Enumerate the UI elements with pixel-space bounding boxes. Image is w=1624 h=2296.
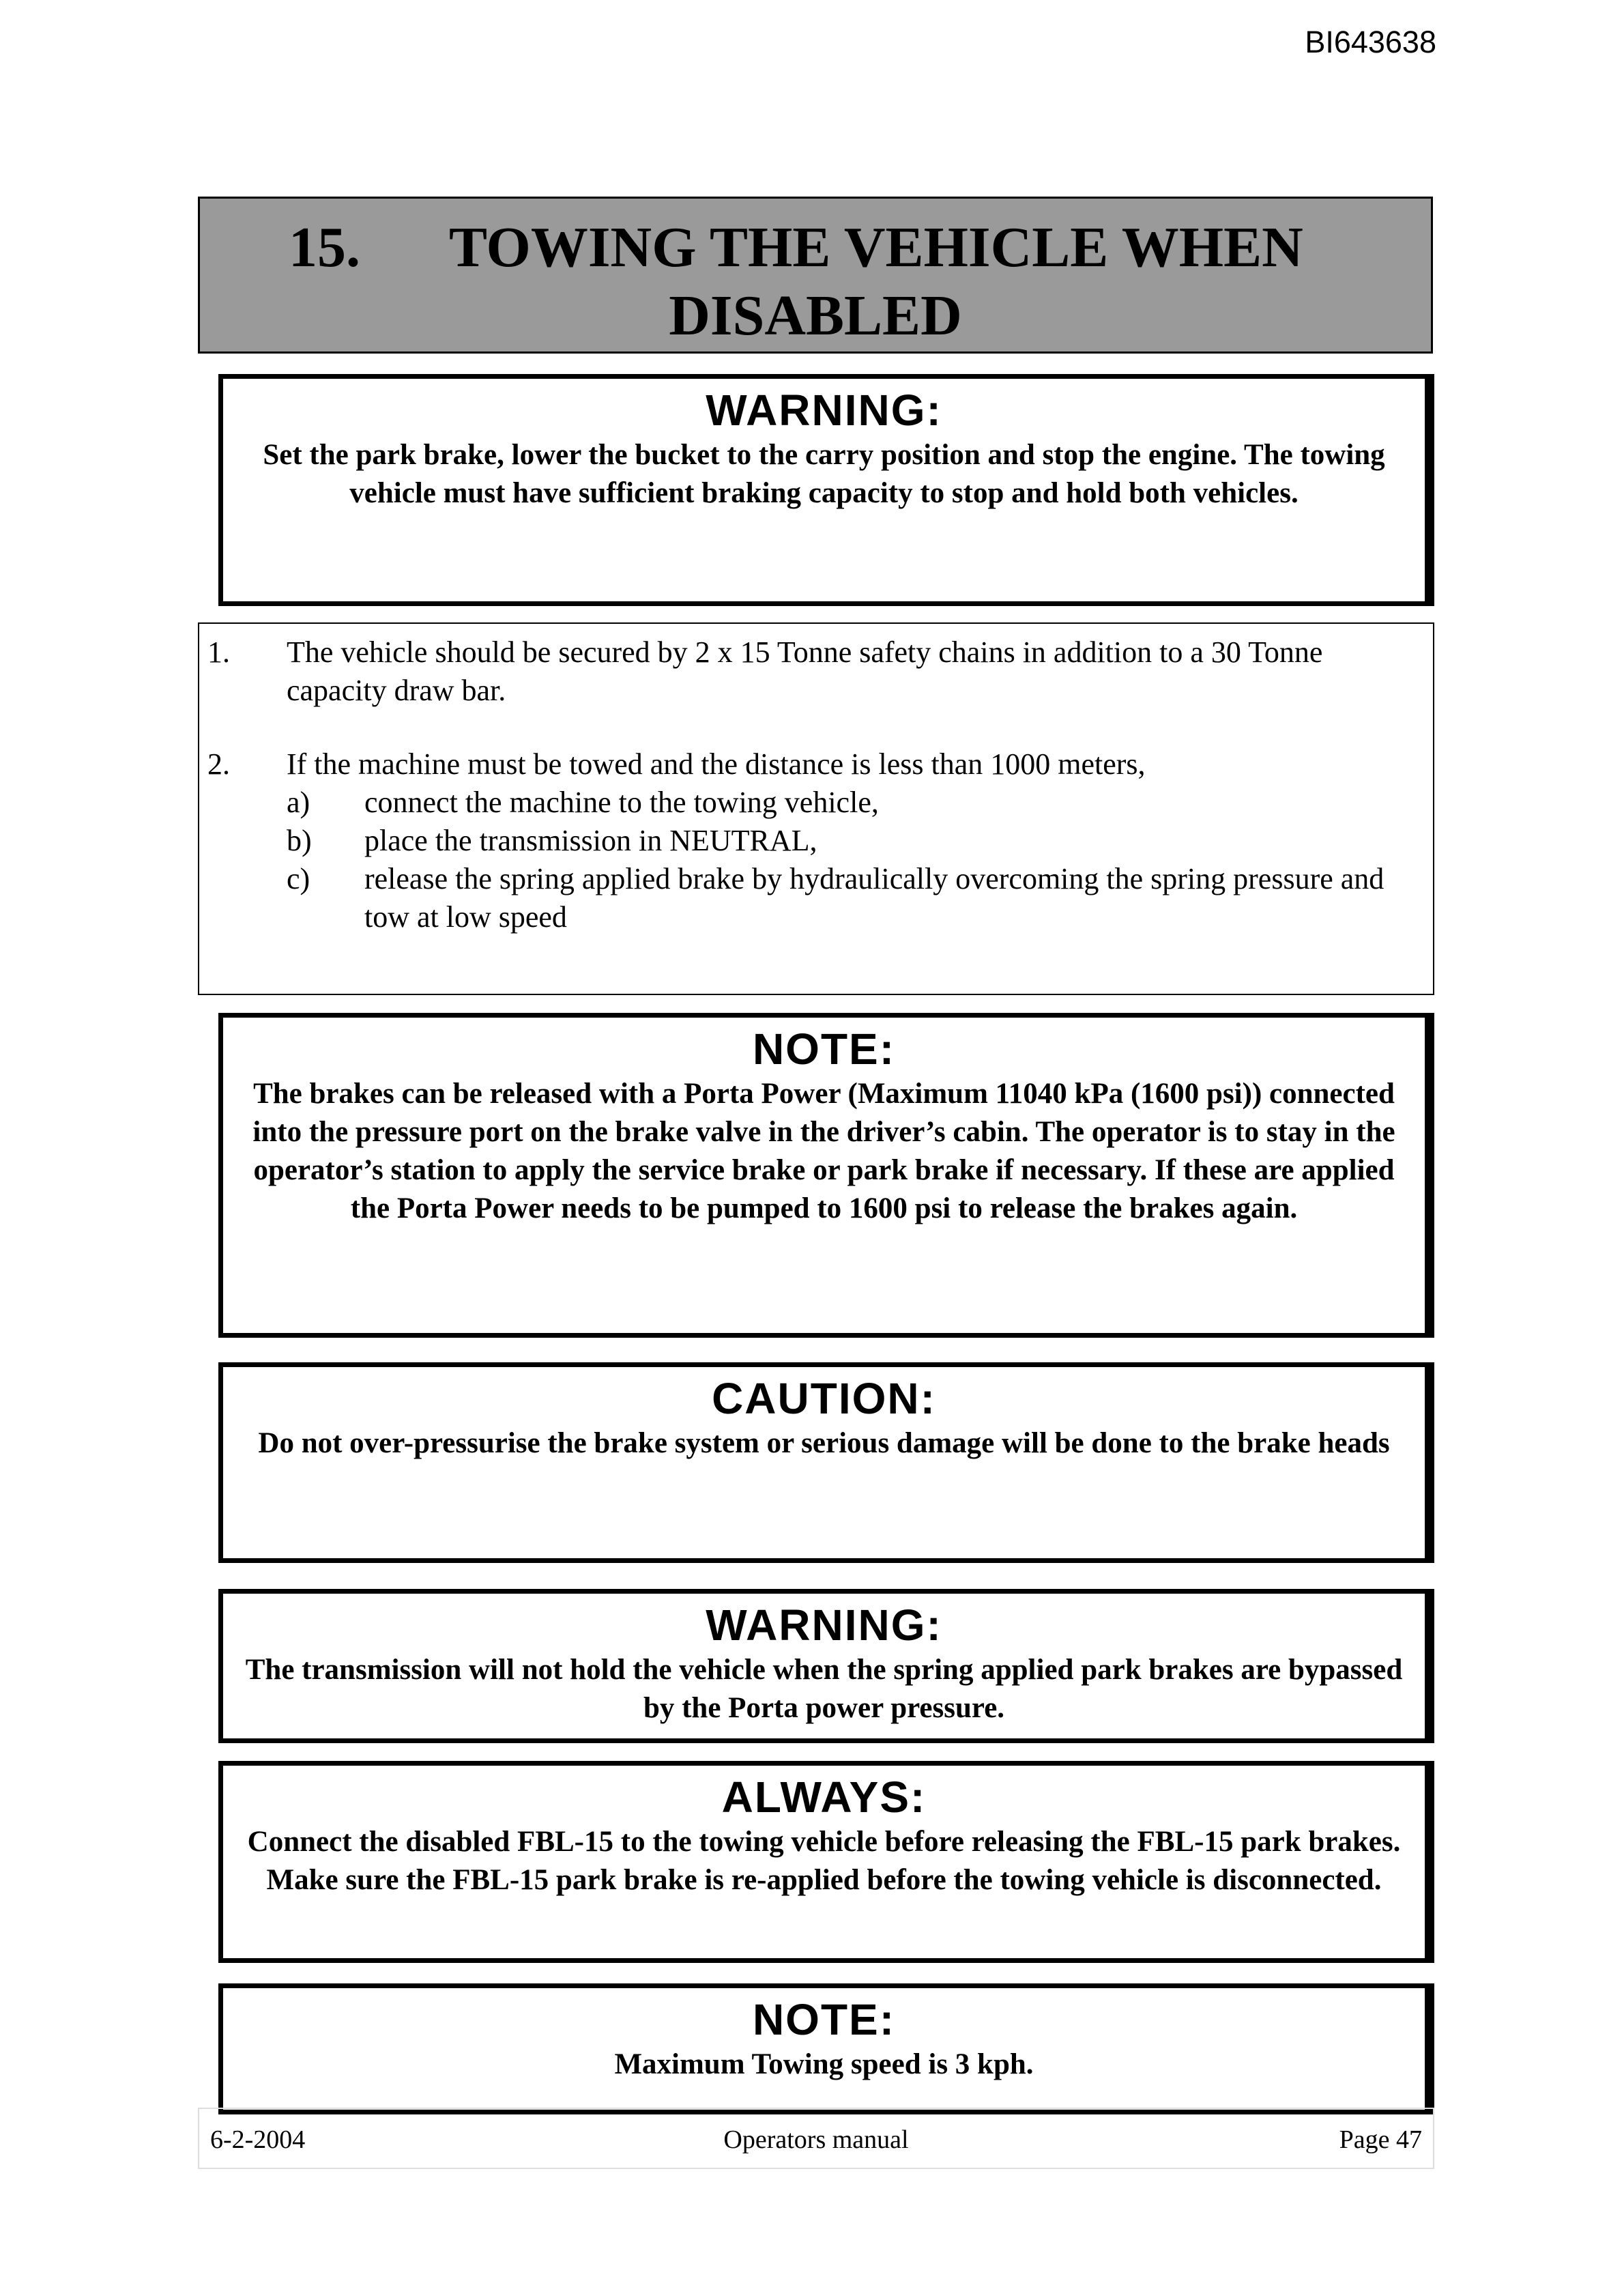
step-text: The vehicle should be secured by 2 x 15 Tonne safety chains in addition to a 30 Tonne capacity draw bar.	[287, 635, 1323, 707]
substep-label: a)	[287, 786, 310, 819]
step-text: If the machine must be towed and the distance is less than 1000 meters,	[287, 747, 1146, 781]
substep-text: place the transmission in NEUTRAL,	[364, 824, 817, 857]
note-box-1	[218, 1013, 1434, 1338]
document-id: BI643638	[1305, 25, 1436, 59]
caution-text: Do not over-pressurise the brake system or serious damage will be done to the brake heads	[258, 1427, 1390, 1459]
warning-title: WARNING:	[706, 386, 942, 435]
warning-box-1	[218, 374, 1434, 606]
substep-label: b)	[287, 824, 312, 857]
warning-text: Set the park brake, lower the bucket to the carry position and stop the engine. The towing vehicle must have sufficient braking capacity to stop and hold both vehicles.	[263, 439, 1385, 509]
substep-text: release the spring applied brake by hydraulically overcoming the spring pressure and tow at low speed	[364, 862, 1384, 934]
always-text: Connect the disabled FBL-15 to the towing vehicle before releasing the FBL-15 park brakes. Make sure the FBL-15 park brake is re-applied before the towing vehicle is disconnected.	[247, 1826, 1430, 1896]
note-box-2	[218, 1983, 1434, 2114]
procedure-steps	[198, 622, 1434, 995]
section-number: 15.	[289, 216, 360, 279]
note-title: NOTE:	[752, 1024, 896, 1074]
step-number: 1.	[207, 635, 230, 669]
section-title-line1: TOWING THE VEHICLE WHEN	[449, 216, 1303, 279]
substep-text: connect the machine to the towing vehicle,	[364, 786, 879, 819]
substep-label: c)	[287, 862, 310, 895]
section-header	[198, 197, 1433, 354]
caution-title: CAUTION:	[712, 1374, 936, 1423]
caution-box	[218, 1362, 1434, 1563]
note-text: Maximum Towing speed is 3 kph.	[614, 2048, 1034, 2080]
always-title: ALWAYS:	[721, 1773, 927, 1822]
warning-title: WARNING:	[706, 1601, 942, 1650]
footer-title: Operators manual	[723, 2125, 909, 2154]
footer-page-number: Page 47	[1339, 2125, 1422, 2154]
warning-box-2	[218, 1589, 1434, 1743]
page-footer	[198, 2108, 1434, 2169]
footer-date: 6-2-2004	[210, 2125, 306, 2154]
note-title: NOTE:	[752, 1995, 896, 2044]
always-box	[218, 1761, 1434, 1963]
warning-text: The transmission will not hold the vehicle when the spring applied park brakes are bypassed by the Porta power pressure.	[245, 1654, 1403, 1724]
section-title-line1-row	[200, 214, 1431, 282]
section-title-line2: DISABLED	[669, 284, 962, 347]
note-text: The brakes can be released with a Porta Power (Maximum 11040 kPa (1600 psi)) connected into the pressure port on the brake valve in the driver’s cabin. The operator is to stay in the operator’s station to apply the service brake or park brake if necessary. If these are applied the Porta Power needs to be pumped to 1600 psi to release the brakes again.	[252, 1078, 1395, 1224]
step-number: 2.	[207, 747, 230, 781]
